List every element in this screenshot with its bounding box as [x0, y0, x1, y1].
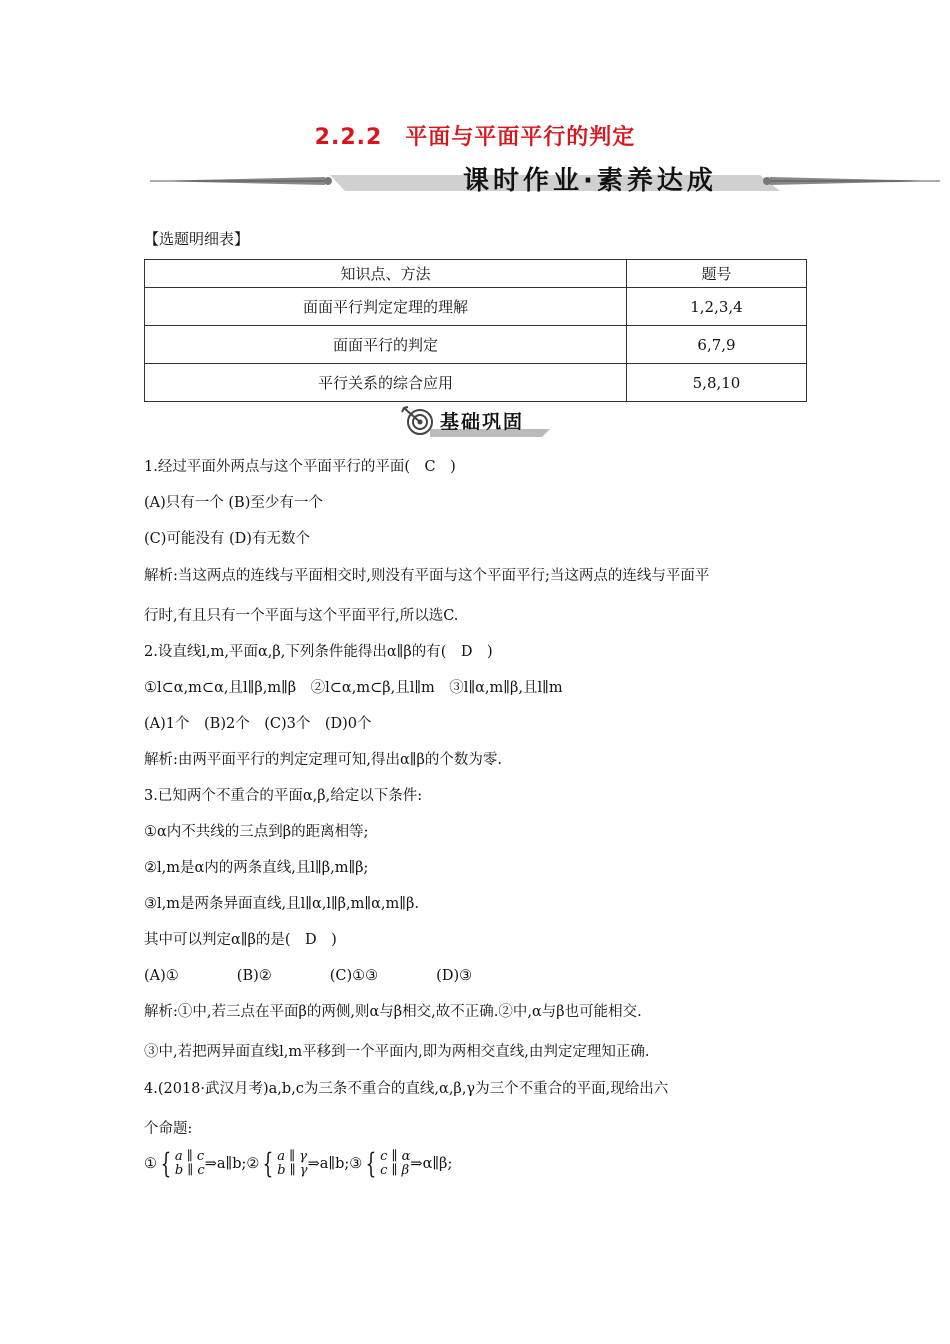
section-badge: [400, 405, 550, 439]
row-nums: 5,8,10: [627, 364, 807, 402]
q2-conditions: ①l⊂α,m⊂α,且l∥β,m∥β ②l⊂α,m⊂β,且l∥m ③l∥α,m∥β,且l∥m: [144, 680, 563, 696]
prop2-bottom: b ∥ γ: [277, 1163, 308, 1178]
row-nums: 6,7,9: [627, 326, 807, 364]
table-caption: 【选题明细表】: [144, 230, 250, 248]
q2-stem: 2.设直线l,m,平面α,β,下列条件能得出α∥β的有( D ): [144, 644, 493, 660]
prop2-top: a ∥ γ: [277, 1149, 307, 1164]
q4-propositions: [144, 1147, 453, 1180]
q2-options: (A)1个 (B)2个 (C)3个 (D)0个: [144, 716, 372, 732]
row-topic: 面面平行判定定理的理解: [145, 288, 627, 326]
q3-condition-3: ③l,m是两条异面直线,且l∥α,l∥β,m∥α,m∥β.: [144, 896, 419, 912]
prop1-number: ①: [144, 1156, 157, 1172]
prop3-bottom: c ∥ β: [380, 1163, 410, 1178]
q3-condition-2: ②l,m是α内的两条直线,且l∥β,m∥β;: [144, 860, 369, 876]
brace-icon: {: [365, 1147, 377, 1180]
prop3-system: [380, 1150, 410, 1178]
table-header-row: [145, 260, 807, 288]
prop3-top: c ∥ α: [380, 1149, 411, 1164]
table-row: [145, 326, 807, 364]
q3-analysis: 解析:①中,若三点在平面β的两侧,则α与β相交,故不正确.②中,α与β也可能相交.: [144, 1004, 642, 1020]
banner-text: 课时作业·素养达成: [463, 166, 717, 196]
q2-analysis: 解析:由两平面平行的判定定理可知,得出α∥β的个数为零.: [144, 752, 502, 768]
row-nums: 1,2,3,4: [627, 288, 807, 326]
header-nums: 题号: [627, 260, 807, 288]
q1-options-cd: (C)可能没有 (D)有无数个: [144, 531, 310, 547]
section-banner: [150, 165, 940, 197]
q1-stem: 1.经过平面外两点与这个平面平行的平面( C ): [144, 459, 456, 475]
row-topic: 面面平行的判定: [145, 326, 627, 364]
q4-stem: 4.(2018·武汉月考)a,b,c为三条不重合的直线,α,β,γ为三个不重合的平面,现给出六: [144, 1081, 669, 1097]
header-topic: 知识点、方法: [145, 260, 627, 288]
brace-icon: {: [262, 1147, 274, 1180]
prop1-bottom: b ∥ c: [174, 1163, 205, 1178]
page-title: 2.2.2 平面与平面平行的判定: [314, 125, 636, 150]
q3-stem: 3.已知两个不重合的平面α,β,给定以下条件:: [144, 788, 423, 804]
prop2-number: ②: [246, 1156, 260, 1172]
table-row: [145, 364, 807, 402]
section-label: 基础巩固: [440, 411, 525, 433]
q1-options-ab: (A)只有一个 (B)至少有一个: [144, 495, 323, 511]
prop3-number: ③: [349, 1156, 363, 1172]
q3-question: 其中可以判定α∥β的是( D ): [144, 932, 337, 948]
prop1-system: [175, 1150, 205, 1178]
prop2-system: [277, 1150, 307, 1178]
q1-analysis: 解析:当这两点的连线与平面相交时,则没有平面与这个平面平行;当这两点的连线与平面平: [144, 568, 710, 584]
prop1-result: ⇒a∥b;: [204, 1156, 247, 1172]
topic-table: [144, 259, 807, 402]
q3-analysis-cont: ③中,若把两异面直线l,m平移到一个平面内,即为两相交直线,由判定定理知正确.: [144, 1044, 650, 1060]
brace-icon: {: [160, 1147, 172, 1180]
q1-analysis-cont: 行时,有且只有一个平面与这个平面平行,所以选C.: [144, 608, 459, 624]
q3-options: (A)① (B)② (C)①③ (D)③: [144, 968, 473, 984]
q3-condition-1: ①α内不共线的三点到β的距离相等;: [144, 824, 369, 840]
q4-stem-cont: 个命题:: [144, 1121, 193, 1137]
prop1-top: a ∥ c: [174, 1149, 205, 1164]
prop2-result: ⇒a∥b;: [307, 1156, 350, 1172]
table-row: [145, 288, 807, 326]
prop3-result: ⇒α∥β;: [410, 1156, 453, 1172]
row-topic: 平行关系的综合应用: [145, 364, 627, 402]
